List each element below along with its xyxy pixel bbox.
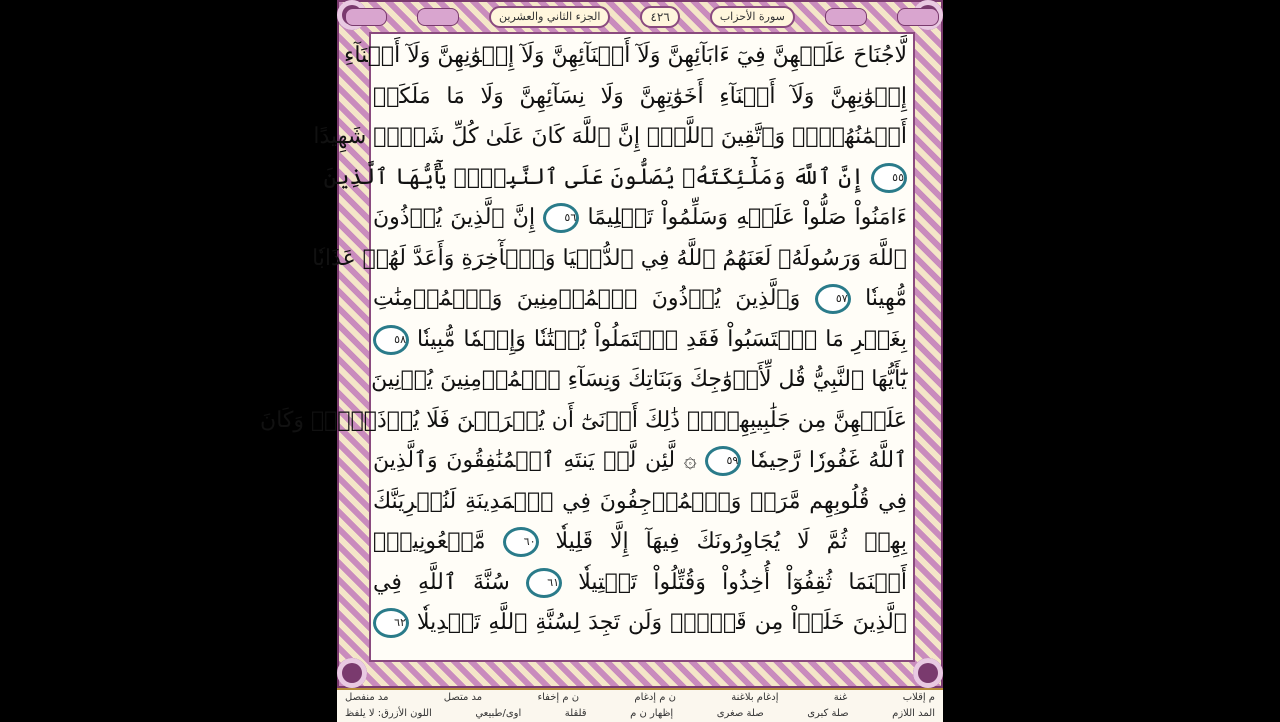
- text-line: ٱللَّهَ وَرَسُولَهُۥ لَعَنَهُمُ ٱللَّهُ فِي ٱلدُّنۡيَا وَٱلۡأٓخِرَةِ وَأَعَدَّ لَهُمۡ عَذَابٗا: [312, 245, 907, 271]
- ayah-marker: ٥٦: [543, 203, 579, 233]
- text-line: ٱلَّذِينَ خَلَوۡاْ مِن قَبۡلُۖ وَلَن تَجِدَ لِسُنَّةِ ٱللَّهِ تَبۡدِيلٗا ٦٢: [373, 603, 907, 644]
- text-line: ٥٥ إِنَّ ٱللَّهَ وَمَلَٰٓئِكَتَهُۥ يُصَلُّونَ عَلَى ٱلنَّبِيِّۚ يَٰٓأَيُّهَا ٱلَّذِينَ: [373, 158, 907, 199]
- text-line: أَيۡنَمَا ثُقِفُوٓاْ أُخِذُواْ وَقُتِّلُواْ تَقۡتِيلٗا ٦١ سُنَّةَ ٱللَّهِ فِي: [373, 563, 907, 604]
- text-line: بِهِمۡ ثُمَّ لَا يُجَاوِرُونَكَ فِيهَآ إِلَّا قَلِيلٗا ٦٠ مَّلۡعُونِينَۖ: [373, 522, 907, 563]
- tajweed-legend: [337, 688, 943, 722]
- corner-ornament-icon: [913, 658, 943, 688]
- surah-name: سورة الأحزاب: [710, 6, 795, 28]
- legend-item: اوى/طبيعي: [475, 708, 522, 719]
- legend-item: إدغام بلاغنة: [731, 692, 779, 703]
- juz-label: الجزء الثاني والعشرين: [489, 6, 610, 28]
- text-line: مُّهِينٗا ٥٧ وَٱلَّذِينَ يُؤۡذُونَ ٱلۡمُؤۡمِنِينَ وَٱلۡمُؤۡمِنَٰتِ: [373, 279, 907, 320]
- legend-item: ن م إخفاء: [537, 692, 580, 703]
- text-line: عَلَيۡهِنَّ مِن جَلَٰبِيبِهِنَّۚ ذَٰلِكَ أَدۡنَىٰٓ أَن يُعۡرَفۡنَ فَلَا يُؤۡذَيۡنَۗ وَكَانَ: [260, 407, 907, 433]
- quran-text: [260, 36, 907, 656]
- header-ornament-icon: [897, 8, 939, 26]
- legend-item: م إقلاب: [902, 692, 935, 703]
- header-ornament-icon: [825, 8, 867, 26]
- legend-row: [337, 706, 943, 722]
- text-line: يَٰٓأَيُّهَا ٱلنَّبِيُّ قُل لِّأَزۡوَٰجِكَ وَبَنَاتِكَ وَنِسَآءِ ٱلۡمُؤۡمِنِينَ يُدۡنِينَ: [371, 367, 907, 392]
- text-line: بِغَيۡرِ مَا ٱكۡتَسَبُواْ فَقَدِ ٱحۡتَمَلُواْ بُهۡتَٰنٗا وَإِثۡمٗا مُّبِينٗا ٥٨: [373, 320, 907, 361]
- legend-item: مد منفصل: [345, 692, 389, 703]
- text-line: أَيۡمَٰنُهُنَّۗ وَٱتَّقِينَ ٱللَّهَۚ إِنَّ ٱللَّهَ كَانَ عَلَىٰ كُلِّ شَيۡءٖ شَهِيدًا: [313, 124, 907, 149]
- ayah-marker: ٥٩: [705, 446, 741, 476]
- text-line: إِخۡوَٰنِهِنَّ وَلَآ أَبۡنَآءِ أَخَوَٰتِهِنَّ وَلَا نِسَآئِهِنَّ وَلَا مَا مَلَكَتۡ: [373, 83, 907, 109]
- legend-item: المد اللازم: [892, 708, 935, 719]
- text-line: ٱللَّهُ غَفُورٗا رَّحِيمٗا ٥٩ ۞ لَّئِن لَّمۡ يَنتَهِ ٱلۡمُنَٰفِقُونَ وَٱلَّذِينَ: [373, 441, 907, 482]
- legend-item: صلة صغرى: [716, 708, 764, 719]
- page-number: ٤٢٦: [640, 6, 679, 28]
- legend-item: صلة كبرى: [807, 708, 849, 719]
- legend-item: ن م إدغام: [634, 692, 676, 703]
- corner-ornament-icon: [337, 658, 367, 688]
- legend-item: غنة: [833, 692, 848, 703]
- legend-item: قلقلة: [564, 708, 587, 719]
- legend-item: إظهار ن م: [630, 708, 674, 719]
- header-ornament-icon: [345, 8, 387, 26]
- ayah-marker: ٦٠: [503, 527, 539, 557]
- mushaf-page: [260, 0, 943, 720]
- legend-row: [337, 690, 943, 706]
- legend-item: اللون الأزرق: لا يلفظ: [345, 708, 432, 719]
- ayah-marker: ٦٢: [373, 608, 409, 638]
- ayah-marker: ٥٨: [373, 325, 409, 355]
- page-header: [345, 5, 939, 29]
- legend-item: مد متصل: [443, 692, 483, 703]
- text-line: فِي قُلُوبِهِم مَّرَضٞ وَٱلۡمُرۡجِفُونَ فِي ٱلۡمَدِينَةِ لَنُغۡرِيَنَّكَ: [373, 488, 907, 514]
- text-line: ءَامَنُواْ صَلُّواْ عَلَيۡهِ وَسَلِّمُواْ تَسۡلِيمًا ٥٦ إِنَّ ٱلَّذِينَ يُؤۡذُونَ: [373, 198, 907, 239]
- ayah-marker: ٦١: [526, 568, 562, 598]
- text-line: لَّاجُنَاحَ عَلَيۡهِنَّ فِيٓ ءَابَآئِهِنَّ وَلَآ أَبۡنَآئِهِنَّ وَلَآ إِخۡوَٰنِهِنَّ وَلَآ أَبۡنَآءِ: [344, 43, 907, 68]
- ayah-marker: ٥٧: [815, 284, 851, 314]
- ayah-marker: ٥٥: [871, 163, 907, 193]
- header-ornament-icon: [417, 8, 459, 26]
